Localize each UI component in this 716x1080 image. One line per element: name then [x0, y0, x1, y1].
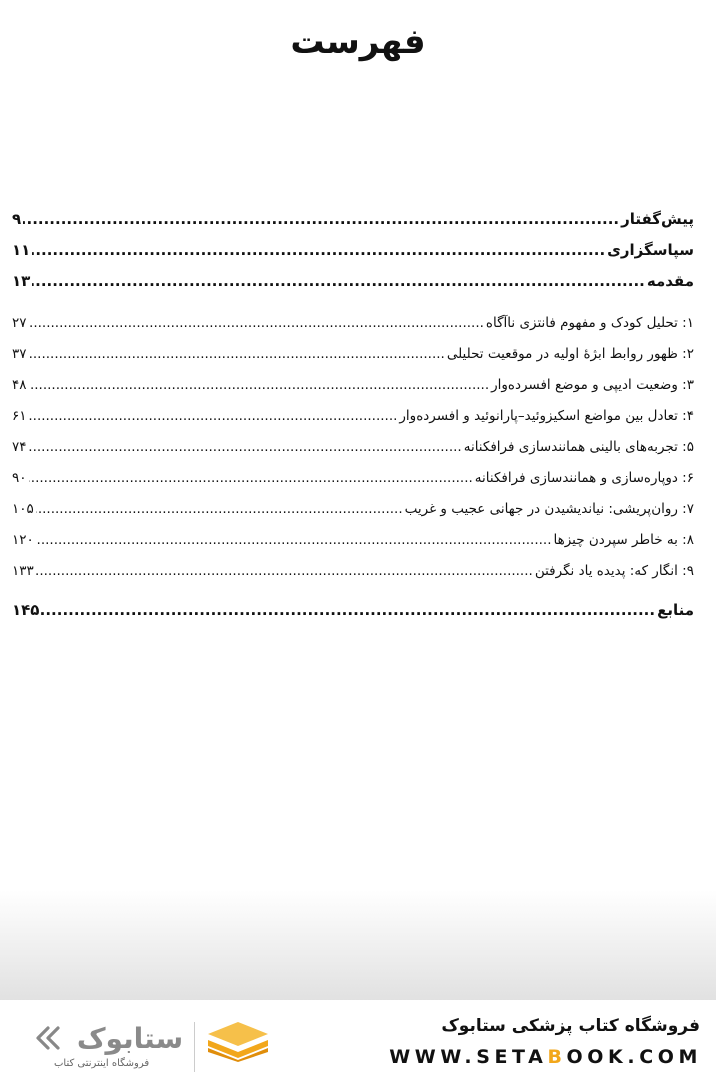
toc-entry-title: پیش‌گفتار: [621, 210, 694, 228]
toc-entry-page: ۱۳: [12, 272, 31, 290]
toc-entry-chapter-1[interactable]: [12, 308, 694, 339]
url-part: OOK.COM: [566, 1046, 702, 1068]
logo-tagline: فروشگاه اینترنتی کتاب: [54, 1058, 150, 1069]
toc-entry-page: ۱۰۵: [12, 501, 34, 517]
dot-leader: [29, 463, 473, 494]
toc-entry-title: ۶: دوپاره‌سازی و همانندسازی فرافکنانه: [474, 470, 694, 486]
toc-entry-chapter-9[interactable]: [12, 556, 694, 587]
toc-entry-chapter-7[interactable]: [12, 494, 694, 525]
toc-entry-chapter-4[interactable]: [12, 401, 694, 432]
page-title: فهرست: [290, 22, 426, 62]
toc-entry-title: ۸: به خاطر سپردن چیزها: [553, 532, 694, 548]
toc-entry-chapter-2[interactable]: [12, 339, 694, 370]
dot-leader: [29, 308, 484, 339]
dot-leader: [23, 204, 619, 235]
dot-leader: [29, 432, 462, 463]
toc-entry-references[interactable]: [12, 595, 694, 626]
toc-entry-chapter-3[interactable]: [12, 370, 694, 401]
dot-leader: [36, 525, 552, 556]
toc-entry-page: ۱۲۰: [12, 532, 34, 548]
toc-entry-page: ۴۸: [12, 377, 27, 393]
store-url[interactable]: [389, 1046, 702, 1068]
toc-entry-page: ۱۴۵: [12, 601, 40, 619]
toc-entry-title: سپاسگزاری: [607, 241, 694, 259]
dot-leader: [32, 266, 645, 297]
toc-entry-page: ۳۷: [12, 346, 27, 362]
book-stack-icon: [208, 1022, 268, 1062]
dot-leader: [32, 235, 605, 266]
toc-entry-page: ۱۱: [12, 241, 31, 259]
dot-leader: [36, 556, 533, 587]
toc-entry-chapter-5[interactable]: [12, 432, 694, 463]
toc-entry-page: ۷۴: [12, 439, 27, 455]
toc-entry-title: منابع: [657, 601, 694, 619]
toc-entry-title: ۲: ظهور روابط ابژهٔ اولیه در موقعیت تحلیلی: [446, 346, 694, 362]
logo-wordmark: ستابوک: [76, 1022, 184, 1055]
toc-entry-title: ۷: روان‌پریشی: نیاندیشیدن در جهانی عجیب و غریب: [404, 501, 694, 517]
toc-entry-title: ۹: انگار که: پدیده یاد نگرفتن: [534, 563, 694, 579]
setabook-logo[interactable]: [30, 1018, 280, 1062]
dot-leader: [29, 401, 398, 432]
toc-entry-acknowledgements[interactable]: [12, 235, 694, 266]
toc-entry-title: مقدمه: [646, 272, 694, 290]
dot-leader: [41, 595, 655, 626]
toc-entry-title: ۳: وضعیت ادیپی و موضع افسرده‌وار: [491, 377, 694, 393]
toc-entry-page: ۶۱: [12, 408, 27, 424]
dot-leader: [36, 494, 403, 525]
toc-entry-title: ۵: تجربه‌های بالینی همانندسازی فرافکنانه: [463, 439, 694, 455]
toc-entry-preface[interactable]: [12, 204, 694, 235]
store-name: فروشگاه کتاب پزشکی ستابوک: [441, 1016, 700, 1036]
toc-entry-page: ۹۰: [12, 470, 27, 486]
toc-entry-title: ۱: تحلیل کودک و مفهوم فانتزی ناآگاه: [485, 315, 694, 331]
footer-shadow: [0, 890, 716, 1000]
chevron-icon: [38, 1028, 58, 1048]
toc-entry-chapter-8[interactable]: [12, 525, 694, 556]
table-of-contents: [12, 204, 694, 626]
toc-entry-page: ۹: [12, 210, 22, 228]
dot-leader: [29, 339, 445, 370]
url-accent-letter: B: [547, 1046, 567, 1068]
toc-entry-chapter-6[interactable]: [12, 463, 694, 494]
dot-leader: [29, 370, 490, 401]
toc-entry-title: ۴: تعادل بین مواضع اسکیزوئید–پارانوئید و افسرده‌وار: [399, 408, 694, 424]
url-part: WWW.SETA: [389, 1046, 548, 1068]
toc-entry-page: ۲۷: [12, 315, 27, 331]
toc-entry-introduction[interactable]: [12, 266, 694, 297]
toc-entry-page: ۱۳۳: [12, 563, 34, 579]
